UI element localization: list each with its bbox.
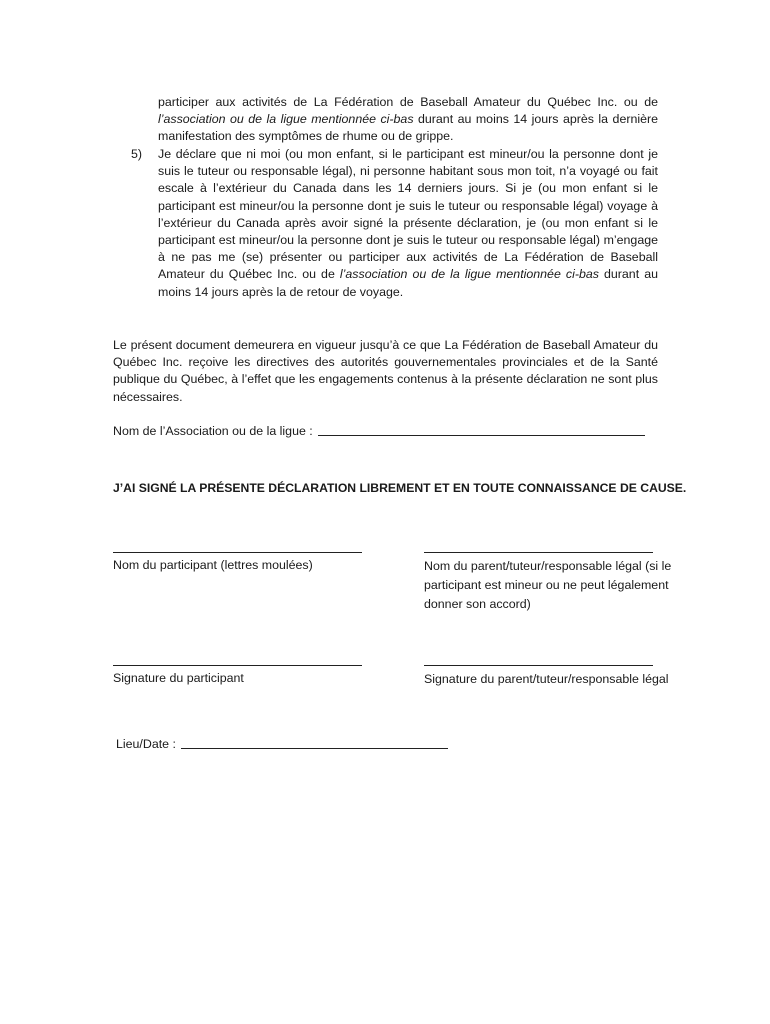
item5-italic: l’association ou de la ligue mentionnée ci-bas bbox=[339, 267, 599, 282]
declaration-statement: J’AI SIGNÉ LA PRÉSENTE DÉCLARATION LIBREMENT ET EN TOUTE CONNAISSANCE DE CAUSE. bbox=[113, 481, 687, 495]
item5-text-2: durant au moins 14 jours après la de retour de voyage. bbox=[158, 267, 658, 299]
association-field bbox=[113, 423, 673, 440]
parent-name-label: Nom du parent/tuteur/responsable légal (si le participant est mineur ou ne peut légalement donner son accord) bbox=[424, 559, 672, 611]
continued-list-item bbox=[158, 94, 658, 146]
list-item-number: 5) bbox=[131, 147, 143, 161]
parent-signature-label: Signature du parent/tuteur/responsable légal bbox=[424, 672, 669, 686]
association-field-label: Nom de l’Association ou de la ligue : bbox=[113, 424, 317, 438]
continued-item-italic: l’association ou de la ligue mentionnée ci-bas bbox=[158, 112, 414, 127]
association-name-blank[interactable] bbox=[318, 435, 645, 436]
participant-name-line[interactable] bbox=[113, 552, 362, 553]
place-date-blank[interactable] bbox=[181, 748, 448, 749]
participant-signature-label: Signature du participant bbox=[113, 671, 244, 685]
participant-name-label: Nom du participant (lettres moulées) bbox=[113, 558, 313, 572]
place-date-field bbox=[116, 736, 448, 753]
place-date-label: Lieu/Date : bbox=[116, 737, 180, 751]
participant-signature-line[interactable] bbox=[113, 665, 362, 666]
parent-signature-line[interactable] bbox=[424, 665, 653, 666]
continued-item-text-1: participer aux activités de La Fédération de Baseball Amateur du Québec Inc. ou de bbox=[158, 95, 658, 109]
validity-paragraph: Le présent document demeurera en vigueur jusqu’à ce que La Fédération de Baseball Amateur du Québec Inc. reçoive les directives des autorités gouvernementales provinciales et de la Santé publique du Québec, à l’effet que les engagements contenus à la présente déclaration ne sont plus nécessaires. bbox=[113, 338, 658, 404]
continued-item-text-2: durant au moins 14 jours après la dernière manifestation des symptômes de rhume ou de grippe. bbox=[158, 112, 659, 144]
parent-name-line[interactable] bbox=[424, 552, 653, 553]
list-item-5 bbox=[158, 146, 658, 301]
item5-text-1: Je déclare que ni moi (ou mon enfant, si le participant est mineur/ou la personne dont je suis le tuteur ou responsable légal), ni personne habitant sous mon toit, n’a voyagé ou fait escale à l’extérieur du Canada dans les 14 derniers jours. Si je (ou mon enfant si le participant est mineur/ou la personne dont je suis le tuteur ou responsable légal) voyage à l’extérieur du Canada après avoir signé la présente déclaration, je (ou mon enfant si le participant est mineur/ou la personne dont je suis le tuteur ou responsable légal) m’engage à ne pas me (se) présenter ou participer aux activités de La Fédération de Baseball Amateur du Québec Inc. ou de bbox=[158, 147, 658, 282]
